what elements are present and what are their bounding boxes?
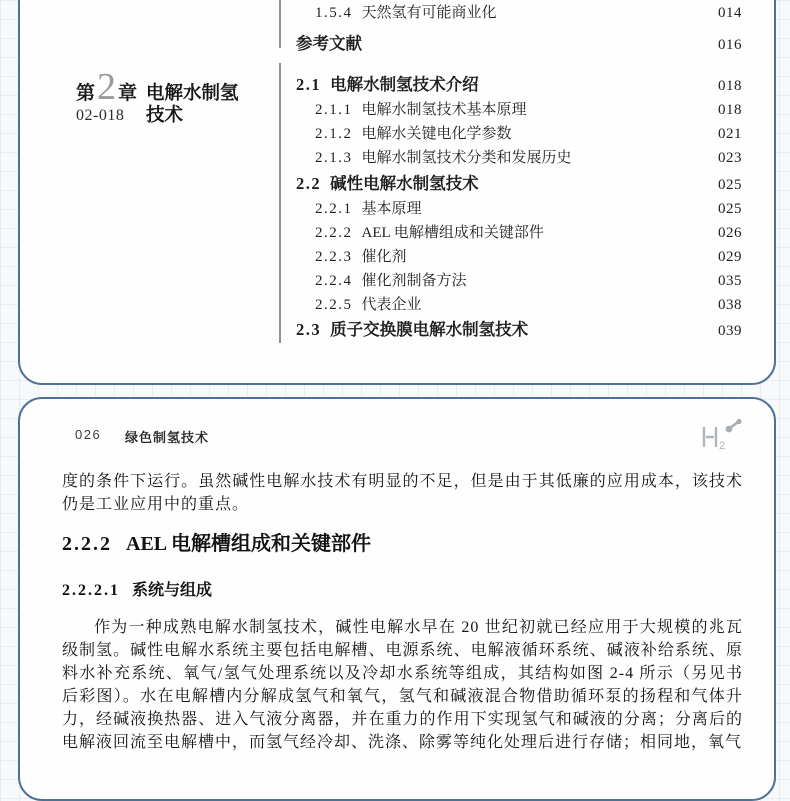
section-number: 2.2.2 <box>62 533 112 555</box>
toc-entry-label <box>296 71 479 95</box>
logo-subscript: 2 <box>719 440 726 452</box>
h-glyph-icon <box>704 428 716 446</box>
toc-entry-page: 035 <box>718 273 742 289</box>
page-number: 026 <box>75 427 102 442</box>
subsection-heading <box>62 577 212 600</box>
chapter-number: 2 <box>97 66 117 108</box>
toc-entry-number: 2.1 <box>296 75 322 94</box>
toc-entry <box>296 293 742 314</box>
toc-entry-label <box>315 1 497 22</box>
toc-entry-page: 018 <box>718 78 742 94</box>
toc-entry-page: 023 <box>718 150 742 166</box>
toc-entry-page: 029 <box>718 249 742 265</box>
toc-entry-number: 2.1.1 <box>315 102 353 118</box>
toc-entry <box>296 98 742 119</box>
toc-entry-title: 参考文献 <box>296 34 362 53</box>
toc-entry <box>296 221 742 242</box>
toc-entry-label <box>296 30 362 54</box>
toc-entry-page: 021 <box>718 126 742 142</box>
intro-paragraph: 度的条件下运行。虽然碱性电解水技术有明显的不足，但是由于其低廉的应用成本，该技术仍是工业应用中的重点。 <box>62 473 743 513</box>
toc-entry-number: 2.2.5 <box>315 297 353 313</box>
toc-entry <box>296 269 742 290</box>
toc-entry-label <box>315 269 467 290</box>
toc-entry-number: 1.5.4 <box>315 5 353 21</box>
chapter-title: 电解水制氢技术 <box>146 82 239 125</box>
toc-entry-number: 2.2.4 <box>315 273 353 289</box>
toc-entry-number: 2.2 <box>296 174 322 193</box>
toc-entry-label <box>296 170 479 194</box>
subsection-number: 2.2.2.1 <box>62 582 120 599</box>
toc-entry <box>296 122 742 143</box>
toc-entry-page: 038 <box>718 297 742 313</box>
toc-entry-page: 014 <box>718 5 742 21</box>
toc-entry-label <box>296 316 528 340</box>
toc-divider-line-chapter2 <box>279 63 281 343</box>
toc-entry-label <box>315 146 572 167</box>
toc-entry-title: 电解水制氢技术基本原理 <box>361 102 527 118</box>
chapter-suffix: 章 <box>118 83 138 104</box>
toc-entry-title: 电解水制氢技术分类和发展历史 <box>361 150 572 166</box>
toc-entry <box>296 316 742 340</box>
toc-entry-number: 2.1.2 <box>315 126 353 142</box>
toc-entry <box>296 197 742 218</box>
toc-entry-number: 2.2.2 <box>315 225 353 241</box>
toc-entry-title: 代表企业 <box>361 297 422 313</box>
section-heading <box>62 527 371 556</box>
toc-entry-page: 025 <box>718 201 742 217</box>
chapter-code: 02-018 <box>76 107 125 124</box>
toc-entry-label <box>315 122 512 143</box>
toc-entry-title: 天然氢有可能商业化 <box>361 5 497 21</box>
toc-entry-title: 催化剂 <box>361 249 407 265</box>
toc-entry <box>296 30 742 54</box>
subsection-title: 系统与组成 <box>132 582 213 599</box>
toc-entry <box>296 1 742 22</box>
toc-entry-number: 2.3 <box>296 320 322 339</box>
toc-entry-number: 2.1.3 <box>315 150 353 166</box>
toc-entry-title: 催化剂制备方法 <box>361 273 467 289</box>
chapter-number-line <box>76 66 138 108</box>
toc-entry-title: 基本原理 <box>361 201 422 217</box>
chapter-prefix: 第 <box>76 83 96 104</box>
toc-entry <box>296 170 742 194</box>
toc-entry-page: 026 <box>718 225 742 241</box>
toc-entry <box>296 146 742 167</box>
body-paragraph: 作为一种成熟电解水制氢技术，碱性电解水早在 20 世纪初就已经应用于大规模的兆瓦级制氢。碱性电解水系统主要包括电解槽、电源系统、电解液循环系统、碱液补给系统、原料水补充系统、氧气/氢气处理系统以及冷却水系统等组成，其结构如图 2-4 所示（另见书后彩图）。水在电解槽内分解成氢气和氧气，氢气和碱液混合物借助循环泵的扬程和气体升力，经碱液换热器、进入气液分离器，并在重力的作用下实现氢气和碱液的分离；分离后的电解液回流至电解槽中，而氢气经冷却、洗涤、除雾等纯化处理后进行存储；相同地，氧气 <box>62 619 743 751</box>
toc-entry-page: 025 <box>718 177 742 193</box>
toc-entry-label <box>315 98 527 119</box>
section-title: AEL 电解槽组成和关键部件 <box>126 533 372 555</box>
toc-entry <box>296 245 742 266</box>
toc-divider-line-top <box>279 0 281 48</box>
toc-entry-label <box>315 293 422 314</box>
toc-entry-title: AEL 电解槽组成和关键部件 <box>361 225 544 241</box>
toc-entry-label <box>315 245 407 266</box>
toc-entry-title: 电解水关键电化学参数 <box>361 126 512 142</box>
toc-entry-page: 039 <box>718 323 742 339</box>
toc-entry <box>296 71 742 95</box>
toc-entry-page: 018 <box>718 102 742 118</box>
toc-entry-label <box>315 197 422 218</box>
toc-entry-number: 2.2.1 <box>315 201 353 217</box>
toc-entry-number: 2.2.3 <box>315 249 353 265</box>
hydrogen-molecule-icon <box>726 419 742 433</box>
toc-entry-title: 电解水制氢技术介绍 <box>330 75 479 94</box>
running-title: 绿色制氢技术 <box>125 430 210 445</box>
h2-molecule-logo <box>700 416 748 454</box>
toc-entry-label <box>315 221 544 242</box>
chapter-heading <box>76 66 138 125</box>
toc-entry-title: 质子交换膜电解水制氢技术 <box>330 320 529 339</box>
toc-entry-title: 碱性电解水制氢技术 <box>330 174 479 193</box>
toc-entry-page: 016 <box>718 37 742 53</box>
